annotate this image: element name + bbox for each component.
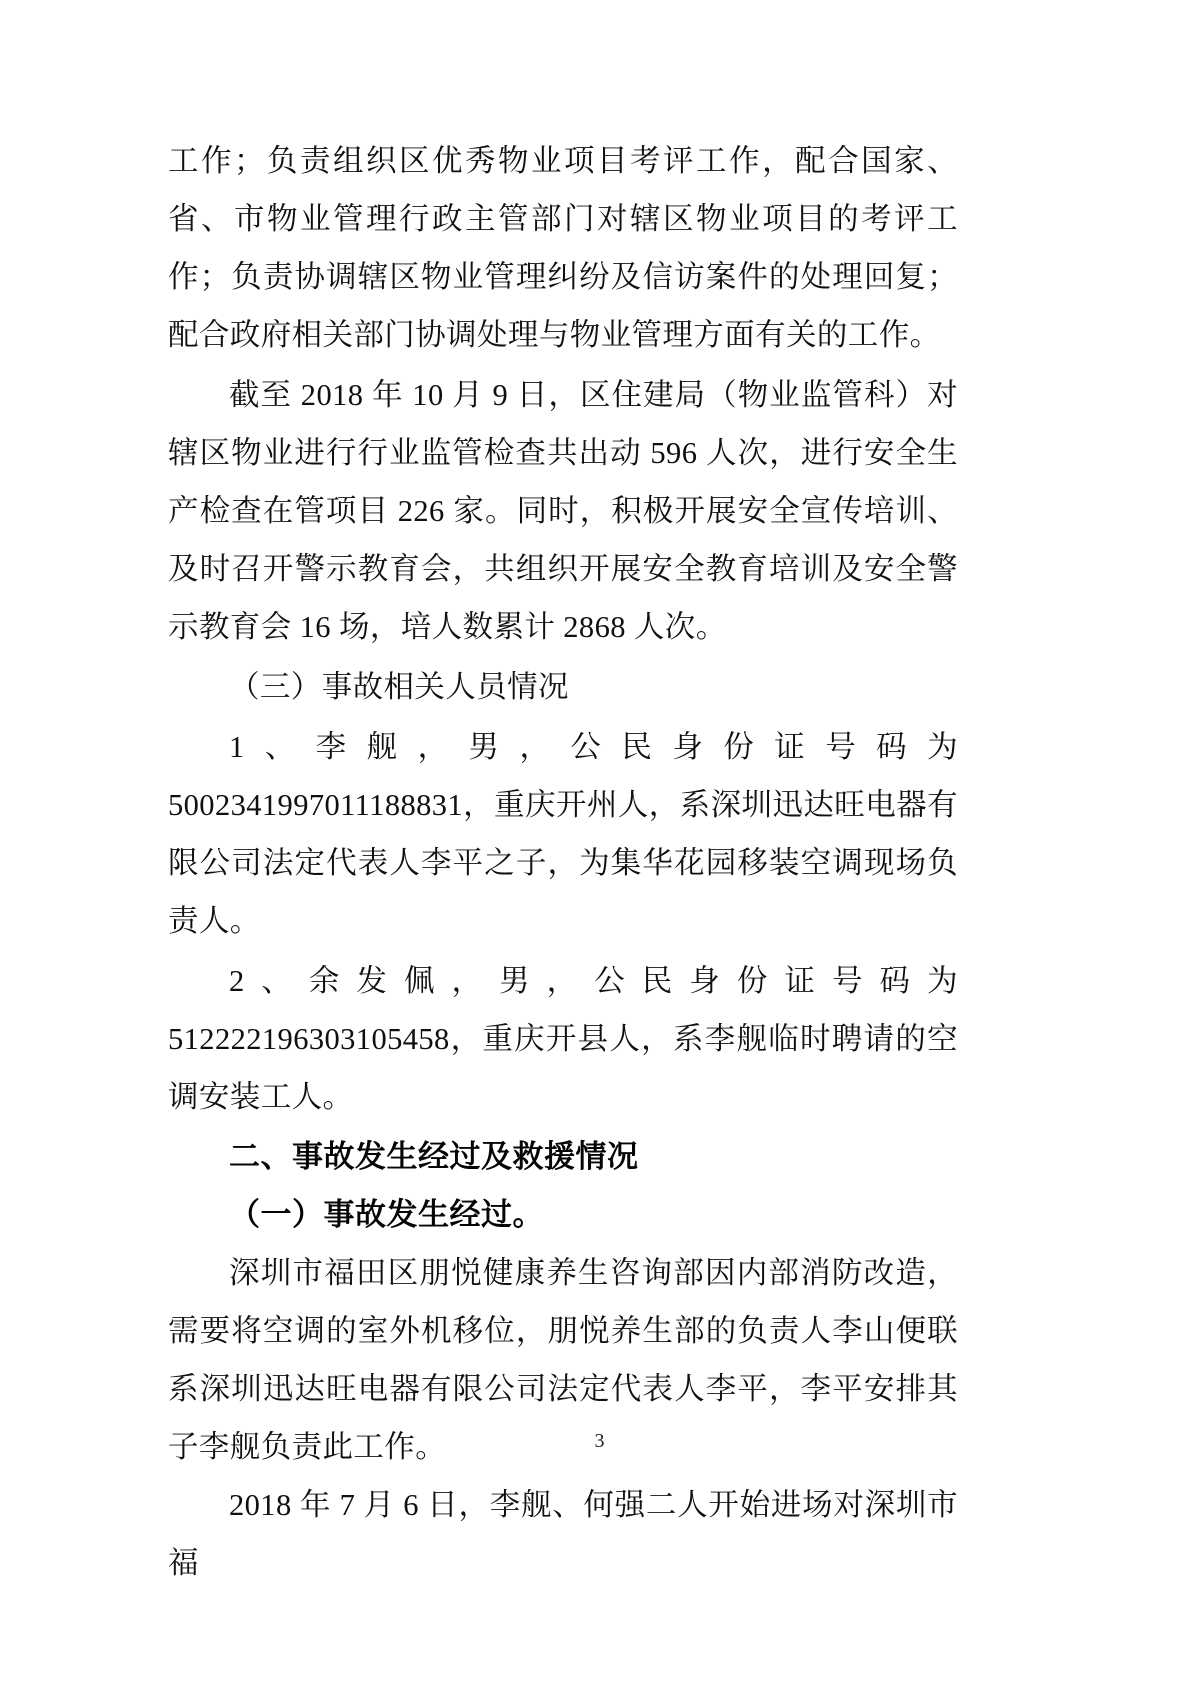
paragraph-5-person-2: 2、余发佩，男，公民身份证号码为 512222196303105458，重庆开县人，系李舰临时聘请的空调安装工人。 (168, 964, 958, 1114)
paragraph-6-incident-background: 深圳市福田区朋悦健康养生咨询部因内部消防改造，需要将空调的室外机移位，朋悦养生部的负责人李山便联系深圳迅达旺电器有限公司法定代表人李平，李平安排其子李舰负责此工作。 (168, 1256, 958, 1464)
heading-section-two: 二、事故发生经过及救援情况 (229, 1139, 639, 1174)
paragraph-7-incident-date: 2018 年 7 月 6 日，李舰、何强二人开始进场对深圳市福 (168, 1488, 958, 1580)
paragraph-1: 工作；负责组织区优秀物业项目考评工作，配合国家、省、市物业管理行政主管部门对辖区物业项目的考评工作；负责协调辖区物业管理纠纷及信访案件的处理回复；配合政府相关部门协调处理与物业管理方面有关的工作。 (168, 144, 958, 352)
page-number: 3 (594, 1430, 605, 1452)
paragraph-3-section-heading: （三）事故相关人员情况 (229, 670, 569, 704)
paragraph-4-person-1: 1、李舰，男，公民身份证号码为 5002341997011188831，重庆开州人，系深圳迅达旺电器有限公司法定代表人李平之子，为集华花园移装空调现场负责人。 (168, 730, 958, 938)
paragraph-2: 截至 2018 年 10 月 9 日，区住建局（物业监管科）对辖区物业进行行业监管检查共出动 596 人次，进行安全生产检查在管项目 226 家。同时，积极开展安全宣传培训、及时召开警示教育会，共组织开展安全教育培训及安全警示教育会 16 场，培人数累计 2868 人次。 (168, 378, 958, 644)
document-body (168, 132, 958, 1592)
heading-subsection-one: （一）事故发生经过。 (229, 1197, 544, 1232)
